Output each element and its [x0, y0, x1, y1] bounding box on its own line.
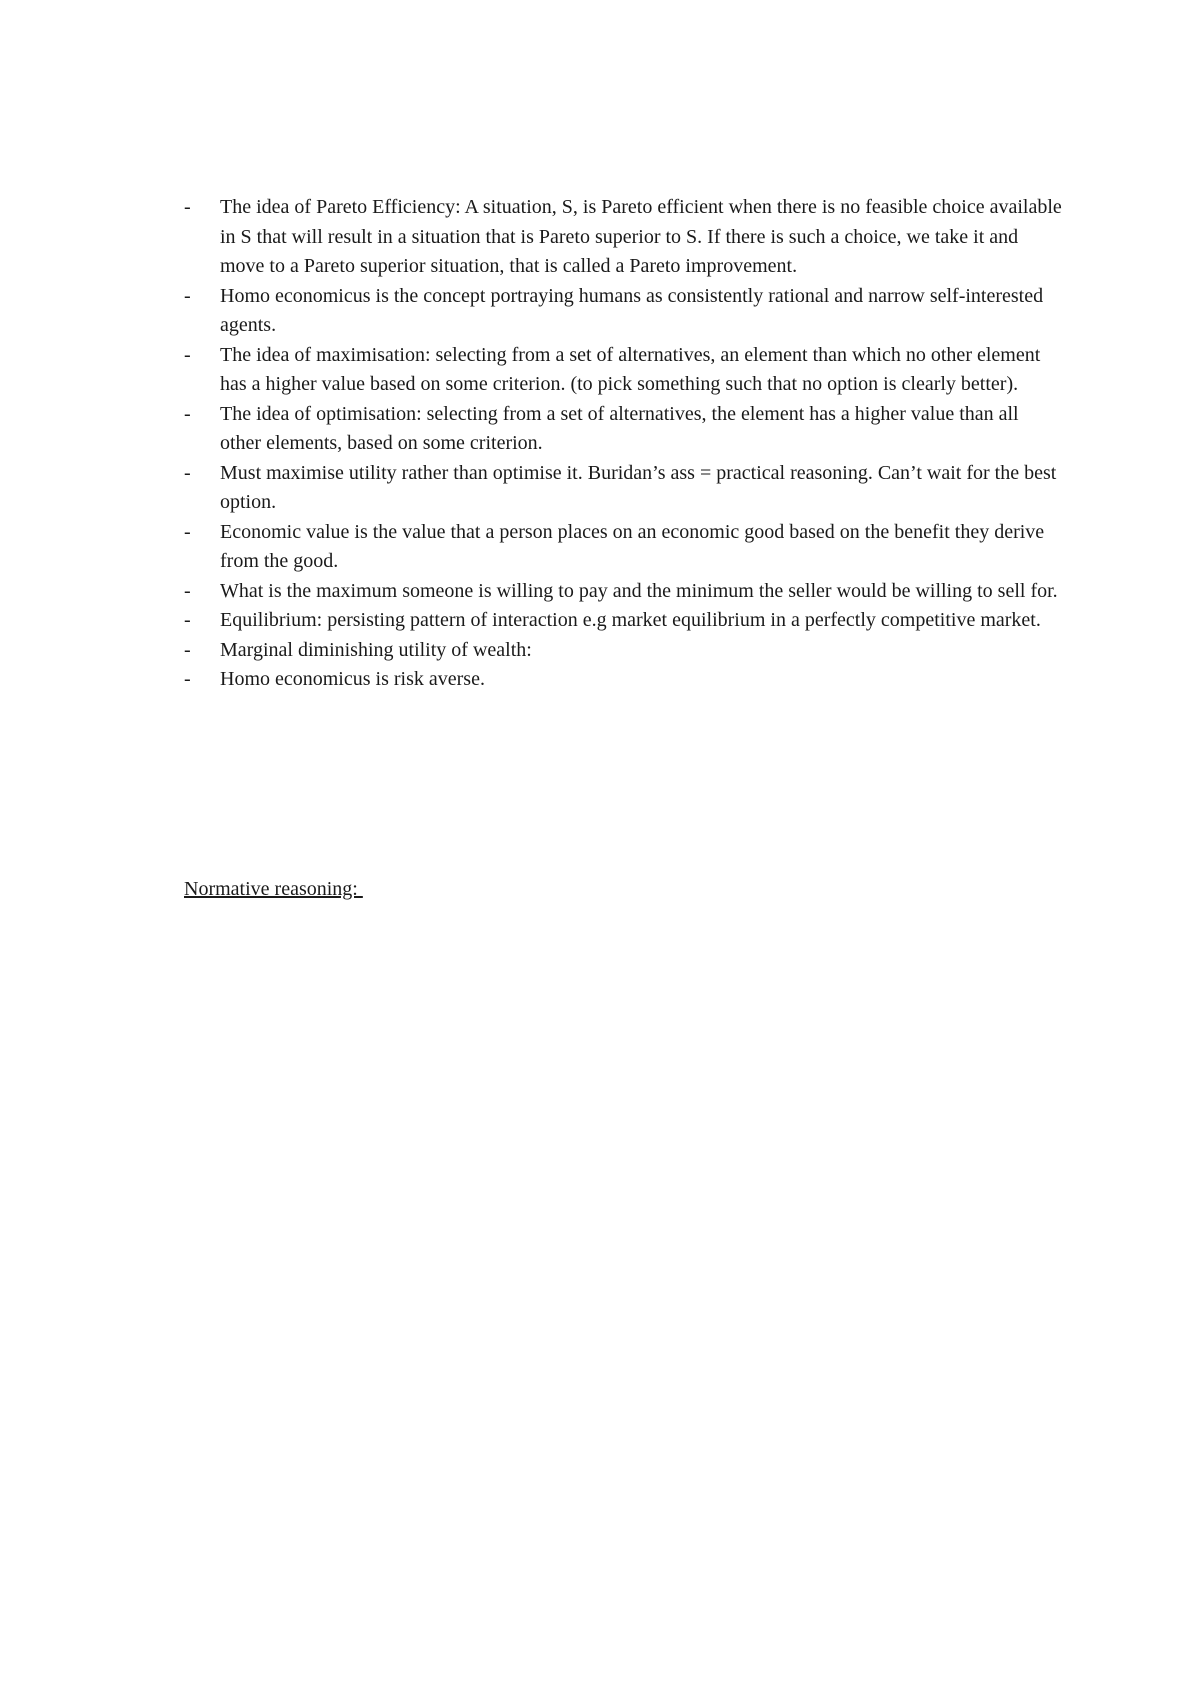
- list-item: [184, 636, 1064, 666]
- list-item: [184, 606, 1064, 636]
- list-item-text: The idea of optimisation: selecting from a set of alternatives, the element has a higher value than all other elements, based on some criterion.: [220, 402, 1019, 454]
- bullet-marker: -: [184, 609, 191, 631]
- list-item: [184, 282, 1064, 341]
- list-item: [184, 518, 1064, 577]
- list-item-text: Equilibrium: persisting pattern of interaction e.g market equilibrium in a perfectly competitive market.: [220, 609, 1041, 631]
- list-item: [184, 193, 1064, 282]
- list-item-text: What is the maximum someone is willing to pay and the minimum the seller would be willing to sell for.: [220, 579, 1058, 602]
- list-item-text: Homo economicus is the concept portraying humans as consistently rational and narrow self-interested agents.: [220, 284, 1044, 336]
- bullet-marker: -: [184, 461, 191, 484]
- bullet-marker: -: [184, 196, 191, 218]
- bullet-marker: -: [184, 668, 191, 690]
- bullet-marker: -: [184, 284, 191, 307]
- list-item-text: Marginal diminishing utility of wealth:: [220, 638, 532, 661]
- bullet-marker: -: [184, 638, 191, 661]
- bullet-marker: -: [184, 579, 191, 602]
- list-item: [184, 665, 1064, 695]
- list-item-text: The idea of Pareto Efficiency: A situation, S, is Pareto efficient when there is no feasible choice available in S that will result in a situation that is Pareto superior to S. If there is such a choice, we take it and move to a Pareto superior situation, that is called a Pareto improvement.: [220, 196, 1062, 277]
- list-item-text: Homo economicus is risk averse.: [220, 668, 485, 690]
- list-item-text: Must maximise utility rather than optimise it. Buridan’s ass = practical reasoning. Can’t wait for the best option.: [220, 461, 1057, 513]
- list-item-text: Economic value is the value that a person places on an economic good based on the benefit they derive from the good.: [220, 520, 1045, 572]
- list-item: [184, 341, 1064, 400]
- list-item-text: The idea of maximisation: selecting from a set of alternatives, an element than which no other element has a higher value based on some criterion. (to pick something such that no option is clearly better).: [220, 343, 1041, 395]
- bullet-list: [184, 193, 1064, 695]
- bullet-marker: -: [184, 402, 191, 425]
- list-item: [184, 459, 1064, 518]
- list-item: [184, 577, 1064, 607]
- section-heading: Normative reasoning:: [184, 878, 363, 900]
- bullet-marker: -: [184, 520, 191, 543]
- bullet-marker: -: [184, 343, 191, 366]
- list-item: [184, 400, 1064, 459]
